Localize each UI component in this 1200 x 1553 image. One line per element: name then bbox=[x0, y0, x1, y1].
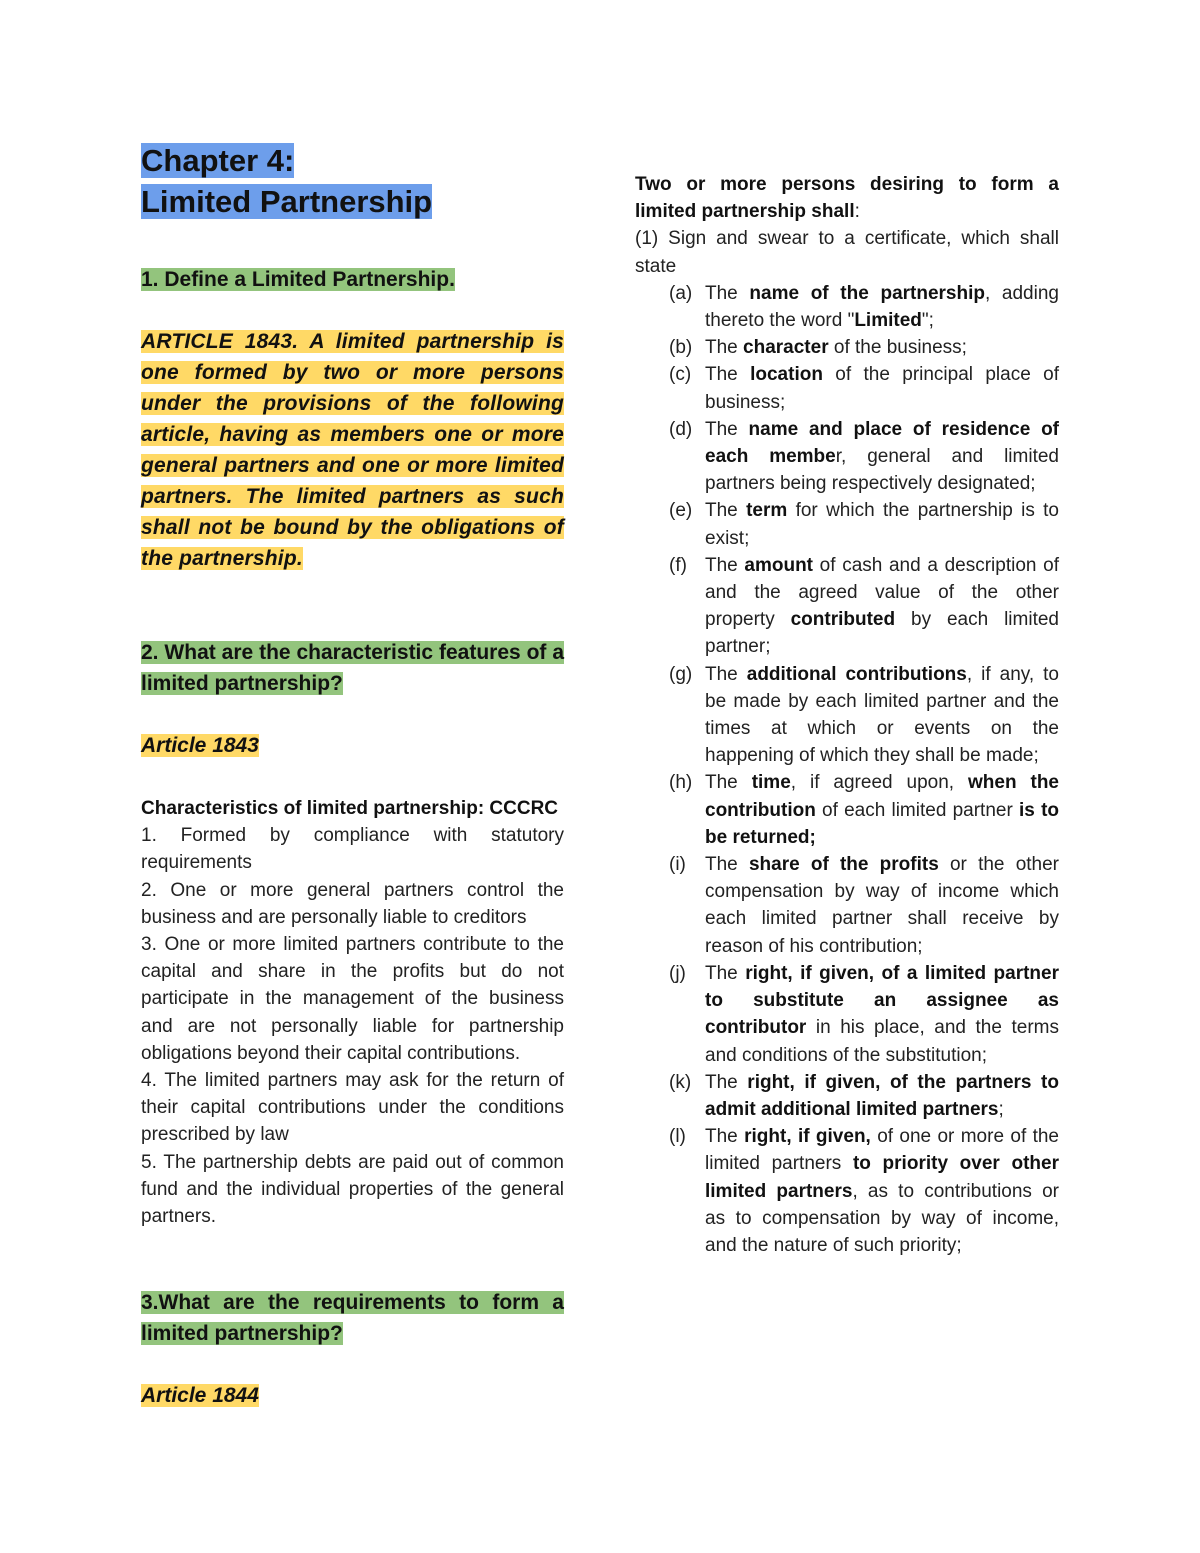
requirement-step-1: (1) Sign and swear to a certificate, which shall state bbox=[635, 228, 1059, 277]
requirement-text-bold: contributed bbox=[790, 609, 896, 631]
requirement-letter: (f) bbox=[669, 554, 687, 576]
requirement-item bbox=[635, 497, 1059, 551]
requirement-text: The bbox=[705, 337, 744, 359]
requirement-text-bold: right, if given, bbox=[744, 1126, 871, 1148]
characteristic-item: 5. The partnership debts are paid out of common fund and the individual properties of the general partners. bbox=[141, 1151, 564, 1228]
requirement-text-bold: right, if given, of the partners to admit additional limited partners bbox=[705, 1071, 1059, 1120]
characteristic-item: 1. Formed by compliance with statutory requirements bbox=[141, 825, 564, 874]
article-1844-label: Article 1844 bbox=[141, 1384, 259, 1407]
question-1: 1. Define a Limited Partnership. bbox=[141, 268, 455, 291]
requirement-text: The bbox=[705, 772, 752, 794]
question-3: 3.What are the requirements to form a limited partnership? bbox=[141, 1291, 564, 1345]
requirement-text: of each limited partner bbox=[815, 799, 1020, 821]
requirement-text-bold: time bbox=[751, 772, 791, 794]
requirement-text: The bbox=[705, 1126, 745, 1148]
requirement-letter: (l) bbox=[669, 1126, 686, 1148]
requirement-text: in his place, and the terms and conditions of the substitution; bbox=[705, 1017, 1059, 1066]
requirement-text: The bbox=[705, 1071, 748, 1093]
requirement-text: of one or more of the limited partners bbox=[705, 1126, 1059, 1175]
requirement-text-bold: when the contribution bbox=[705, 772, 1059, 821]
requirement-item bbox=[635, 960, 1059, 1069]
requirement-item bbox=[635, 1123, 1059, 1259]
requirement-text-bold: share of the profits bbox=[748, 854, 939, 876]
requirement-text: or the other compensation by way of income which each limited partner shall receive by reason of his contribution; bbox=[705, 854, 1060, 957]
requirement-text: , if any, to be made by each limited partner and the times at which or events on the happening of which they shall be made; bbox=[705, 663, 1059, 767]
chapter-name: Limited Partnership bbox=[141, 184, 433, 219]
requirements-intro: Two or more persons desiring to form a limited partnership shall: bbox=[635, 174, 1059, 223]
requirement-letter: (h) bbox=[669, 772, 693, 794]
requirement-text: , as to contributions or as to compensation by way of income, and the nature of such priority; bbox=[705, 1180, 1059, 1256]
requirement-letter: (i) bbox=[669, 854, 686, 876]
requirement-text: The bbox=[705, 500, 747, 522]
requirement-text-bold: term bbox=[746, 500, 788, 522]
chapter-title bbox=[141, 140, 432, 222]
requirement-letter: (d) bbox=[669, 418, 693, 440]
characteristic-item: 3. One or more limited partners contribute to the capital and share in the profits but do not participate in the management of the business and are not personally liable for partnership obligations beyond their capital contributions. bbox=[141, 934, 564, 1064]
requirement-letter: (a) bbox=[669, 282, 693, 304]
requirement-text: , adding thereto the word " bbox=[705, 282, 1059, 332]
requirement-text-bold: character bbox=[743, 337, 829, 359]
requirement-text: The bbox=[705, 854, 749, 876]
requirement-text-bold: right, if given, of a limited partner to substitute an assignee as contributor bbox=[705, 962, 1059, 1039]
question-2: 2. What are the characteristic features of a limited partnership? bbox=[141, 641, 564, 695]
requirement-text: for which the partnership is to exist; bbox=[705, 500, 1059, 549]
requirements-section bbox=[635, 171, 1059, 1259]
requirement-text: r, general and limited partners being respectively designated; bbox=[705, 446, 1059, 495]
requirement-text-bold: name of the partnership bbox=[749, 282, 985, 304]
requirement-letter: (k) bbox=[669, 1071, 692, 1093]
requirement-text: The bbox=[705, 418, 749, 440]
requirement-item bbox=[635, 552, 1059, 661]
requirement-text-bold: to priority over other limited partners bbox=[705, 1153, 1059, 1202]
requirement-item bbox=[635, 334, 1059, 361]
requirement-text: of the principal place of business; bbox=[705, 364, 1059, 413]
article-1843-text: ARTICLE 1843. A limited partnership is one formed by two or more persons under the provisions of the following article, having as members one or more general partners and one or more limited partners. The limited partners as such shall not be bound by the obligations of the partnership. bbox=[141, 330, 564, 570]
requirement-item bbox=[635, 416, 1059, 498]
requirement-text: by each limited partner; bbox=[705, 609, 1059, 658]
article-1843-label: Article 1843 bbox=[141, 734, 259, 757]
requirement-item bbox=[635, 361, 1059, 415]
chapter-number: Chapter 4: bbox=[141, 143, 295, 178]
requirement-text: The bbox=[705, 554, 745, 576]
characteristics-title: Characteristics of limited partnership: CCCRC bbox=[141, 798, 559, 819]
requirement-text: The bbox=[705, 663, 747, 685]
characteristics-section bbox=[141, 795, 564, 1230]
requirement-item bbox=[635, 661, 1059, 770]
requirement-letter: (j) bbox=[669, 962, 686, 984]
requirement-text-bold: amount bbox=[744, 554, 814, 576]
requirement-item bbox=[635, 280, 1059, 334]
requirement-text: The bbox=[705, 282, 750, 304]
requirement-text: ; bbox=[998, 1098, 1004, 1120]
requirement-text-bold: is to be returned; bbox=[705, 799, 1060, 848]
requirement-text: of cash and a description of and the agreed value of the other property bbox=[705, 554, 1059, 631]
requirement-text-bold: additional contributions bbox=[746, 663, 967, 685]
requirement-item bbox=[635, 1069, 1059, 1123]
requirement-letter: (c) bbox=[669, 364, 692, 386]
requirement-text: "; bbox=[921, 310, 934, 332]
requirement-text-bold: name and place of residence of each membe bbox=[705, 418, 1059, 468]
characteristic-item: 4. The limited partners may ask for the return of their capital contributions under the conditions prescribed by law bbox=[141, 1070, 564, 1146]
requirement-text: The bbox=[705, 962, 746, 984]
requirement-item bbox=[635, 851, 1059, 960]
requirement-text: , if agreed upon, bbox=[790, 772, 968, 794]
requirement-letter: (e) bbox=[669, 500, 693, 522]
requirements-list bbox=[635, 280, 1059, 1259]
requirement-letter: (g) bbox=[669, 663, 693, 685]
requirement-letter: (b) bbox=[669, 337, 693, 359]
requirement-text-bold: Limited bbox=[854, 310, 922, 332]
requirement-text: of the business; bbox=[828, 337, 967, 359]
characteristic-item: 2. One or more general partners control the business and are personally liable to creditors bbox=[141, 879, 564, 928]
requirement-item bbox=[635, 769, 1059, 851]
requirement-text-bold: location bbox=[750, 364, 823, 386]
requirement-text: The bbox=[705, 364, 751, 386]
